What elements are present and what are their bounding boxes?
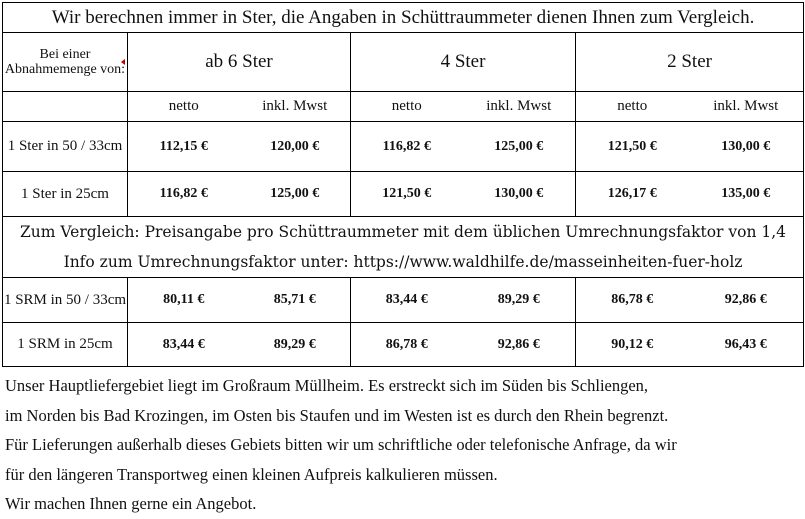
price-table <box>2 2 804 367</box>
row-label: 1 Ster in 25cm <box>3 172 128 217</box>
price-cell: 89,29 € <box>240 323 351 367</box>
subcol-inkl-mwst: inkl. Mwst <box>240 92 351 122</box>
price-cell: 92,86 € <box>689 278 804 323</box>
price-cell: 85,71 € <box>240 278 351 323</box>
subcol-netto: netto <box>351 92 463 122</box>
subcol-inkl-mwst: inkl. Mwst <box>463 92 576 122</box>
row-label-header: Bei einer Abnahmemenge von: <box>3 33 128 92</box>
row-label: 1 Ster in 50 / 33cm <box>3 122 128 172</box>
comment-marker-icon <box>121 59 125 65</box>
price-cell: 89,29 € <box>463 278 576 323</box>
group-header-4-ster: 4 Ster <box>351 33 576 92</box>
price-cell: 90,12 € <box>576 323 689 367</box>
table-row <box>3 122 804 172</box>
price-cell: 126,17 € <box>576 172 689 217</box>
table-row <box>3 278 804 323</box>
note-line: im Norden bis Bad Krozingen, im Osten bis Staufen und im Westen ist es durch den Rhein begrenzt. <box>5 405 669 425</box>
price-cell: 116,82 € <box>351 122 463 172</box>
price-cell: 125,00 € <box>463 122 576 172</box>
table-row <box>3 172 804 217</box>
price-cell: 125,00 € <box>240 172 351 217</box>
subcol-netto: netto <box>128 92 240 122</box>
price-cell: 83,44 € <box>351 278 463 323</box>
empty-cell <box>3 92 128 122</box>
price-cell: 112,15 € <box>128 122 240 172</box>
delivery-notes <box>5 371 803 519</box>
price-cell: 121,50 € <box>351 172 463 217</box>
price-cell: 83,44 € <box>128 323 240 367</box>
group-header-6-ster: ab 6 Ster <box>128 33 351 92</box>
price-cell: 96,43 € <box>689 323 804 367</box>
price-cell: 116,82 € <box>128 172 240 217</box>
price-cell: 135,00 € <box>689 172 804 217</box>
subcol-netto: netto <box>576 92 689 122</box>
price-cell: 86,78 € <box>576 278 689 323</box>
note-line: für den längeren Transportweg einen kleinen Aufpreis kalkulieren müssen. <box>5 464 498 484</box>
price-cell: 120,00 € <box>240 122 351 172</box>
group-header-2-ster: 2 Ster <box>576 33 804 92</box>
comparison-info-link: Info zum Umrechnungsfaktor unter: https://www.waldhilfe.de/masseinheiten-fuer-holz <box>3 247 804 278</box>
price-cell: 86,78 € <box>351 323 463 367</box>
table-header: Wir berechnen immer in Ster, die Angaben in Schüttraummeter dienen Ihnen zum Vergleich. <box>3 3 804 33</box>
price-cell: 121,50 € <box>576 122 689 172</box>
row-label: 1 SRM in 50 / 33cm <box>3 278 128 323</box>
subcol-inkl-mwst: inkl. Mwst <box>689 92 804 122</box>
row-label: 1 SRM in 25cm <box>3 323 128 367</box>
comparison-note: Zum Vergleich: Preisangabe pro Schüttraummeter mit dem üblichen Umrechnungsfaktor von 1,4 <box>3 217 804 248</box>
note-line: Wir machen Ihnen gerne ein Angebot. <box>5 494 257 513</box>
table-row <box>3 323 804 367</box>
note-line: Für Lieferungen außerhalb dieses Gebiets bitten wir um schriftliche oder telefonische Anfrage, da wir <box>5 435 677 454</box>
price-cell: 92,86 € <box>463 323 576 367</box>
price-cell: 130,00 € <box>463 172 576 217</box>
note-line: Unser Hauptliefergebiet liegt im Großraum Müllheim. Es erstreckt sich im Süden bis Schliengen, <box>5 376 649 395</box>
price-cell: 80,11 € <box>128 278 240 323</box>
price-cell: 130,00 € <box>689 122 804 172</box>
